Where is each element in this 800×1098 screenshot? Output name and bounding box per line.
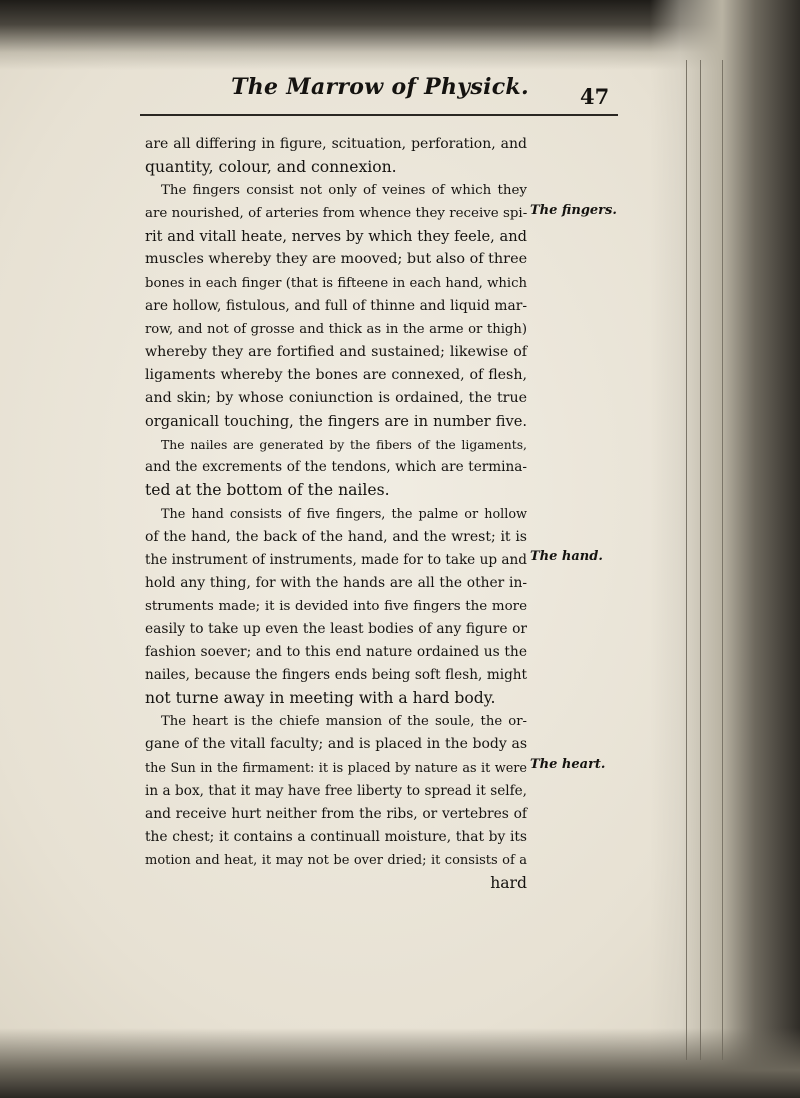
text-line: and receive hurt neither from the ribs, or vertebres of <box>145 805 527 822</box>
text-line: motion and heat, it may not be over dried; it consists of a <box>145 852 527 868</box>
text-line: are nourished, of arteries from whence they receive spi- <box>145 206 528 222</box>
text-line: of the hand, the back of the hand, and the wrest; it is <box>145 528 527 545</box>
text-line: the instrument of instruments, made for to take up and <box>145 551 527 568</box>
page-number: 47 <box>580 84 610 109</box>
text-line: The nailes are generated by the fibers of the ligaments, <box>161 437 527 453</box>
edge-line <box>700 60 701 1060</box>
edge-line <box>686 60 687 1060</box>
text-line: quantity, colour, and connexion. <box>145 158 397 177</box>
text-line: fashion soever; and to this end nature ordained us the <box>145 644 527 661</box>
margin-note-hand: The hand. <box>530 549 603 564</box>
text-line: struments made; it is devided into five fingers the more <box>145 598 527 614</box>
text-line: nailes, because the fingers ends being soft flesh, might <box>145 667 527 684</box>
text-line: rit and vitall heate, nerves by which they feele, and <box>145 228 527 246</box>
running-title: The Marrow of Physick. <box>231 74 529 100</box>
text-line: and the excrements of the tendons, which are termina- <box>145 459 527 476</box>
page-edge <box>650 0 800 1098</box>
text-line: are hollow, fistulous, and full of thinne and liquid mar- <box>145 297 527 314</box>
text-line: row, and not of grosse and thick as in the arme or thigh) <box>145 321 527 337</box>
text-line: not turne away in meeting with a hard body. <box>145 689 496 708</box>
text-line: the chest; it contains a continuall moisture, that by its <box>145 828 527 845</box>
text-line: hold any thing, for with the hands are all the other in- <box>145 574 527 591</box>
body-text <box>145 133 527 895</box>
text-line: gane of the vitall faculty; and is placed in the body as <box>145 736 527 753</box>
text-line: the Sun in the firmament: it is placed by nature as it were <box>145 760 527 776</box>
text-line: in a box, that it may have free liberty to spread it selfe, <box>145 782 527 799</box>
text-line: ted at the bottom of the nailes. <box>145 481 390 500</box>
text-line: and skin; by whose coniunction is ordained, the true <box>145 390 527 407</box>
bottom-shadow <box>0 1028 800 1098</box>
header-rule <box>140 114 618 116</box>
text-line: whereby they are fortified and sustained; likewise of <box>145 343 527 360</box>
margin-note-fingers: The fingers. <box>530 203 617 218</box>
page-header <box>140 70 630 122</box>
text-line: organicall touching, the fingers are in number five. <box>145 413 527 431</box>
text-line: The hand consists of five fingers, the palme or hollow <box>161 506 527 522</box>
text-line: bones in each finger (that is fifteene in each hand, which <box>145 275 527 291</box>
edge-line <box>722 60 723 1060</box>
text-line: muscles whereby they are mooved; but also of three <box>145 251 528 268</box>
catchword: hard <box>490 874 527 892</box>
text-line: The fingers consist not only of veines of which they <box>161 183 527 199</box>
text-line: are all differing in figure, scituation, perforation, and <box>145 136 527 152</box>
margin-note-heart: The heart. <box>530 757 606 772</box>
text-line: The heart is the chiefe mansion of the soule, the or- <box>161 714 527 730</box>
text-line: easily to take up even the least bodies of any figure or <box>145 620 527 637</box>
text-line: ligaments whereby the bones are connexed, of flesh, <box>145 366 527 383</box>
